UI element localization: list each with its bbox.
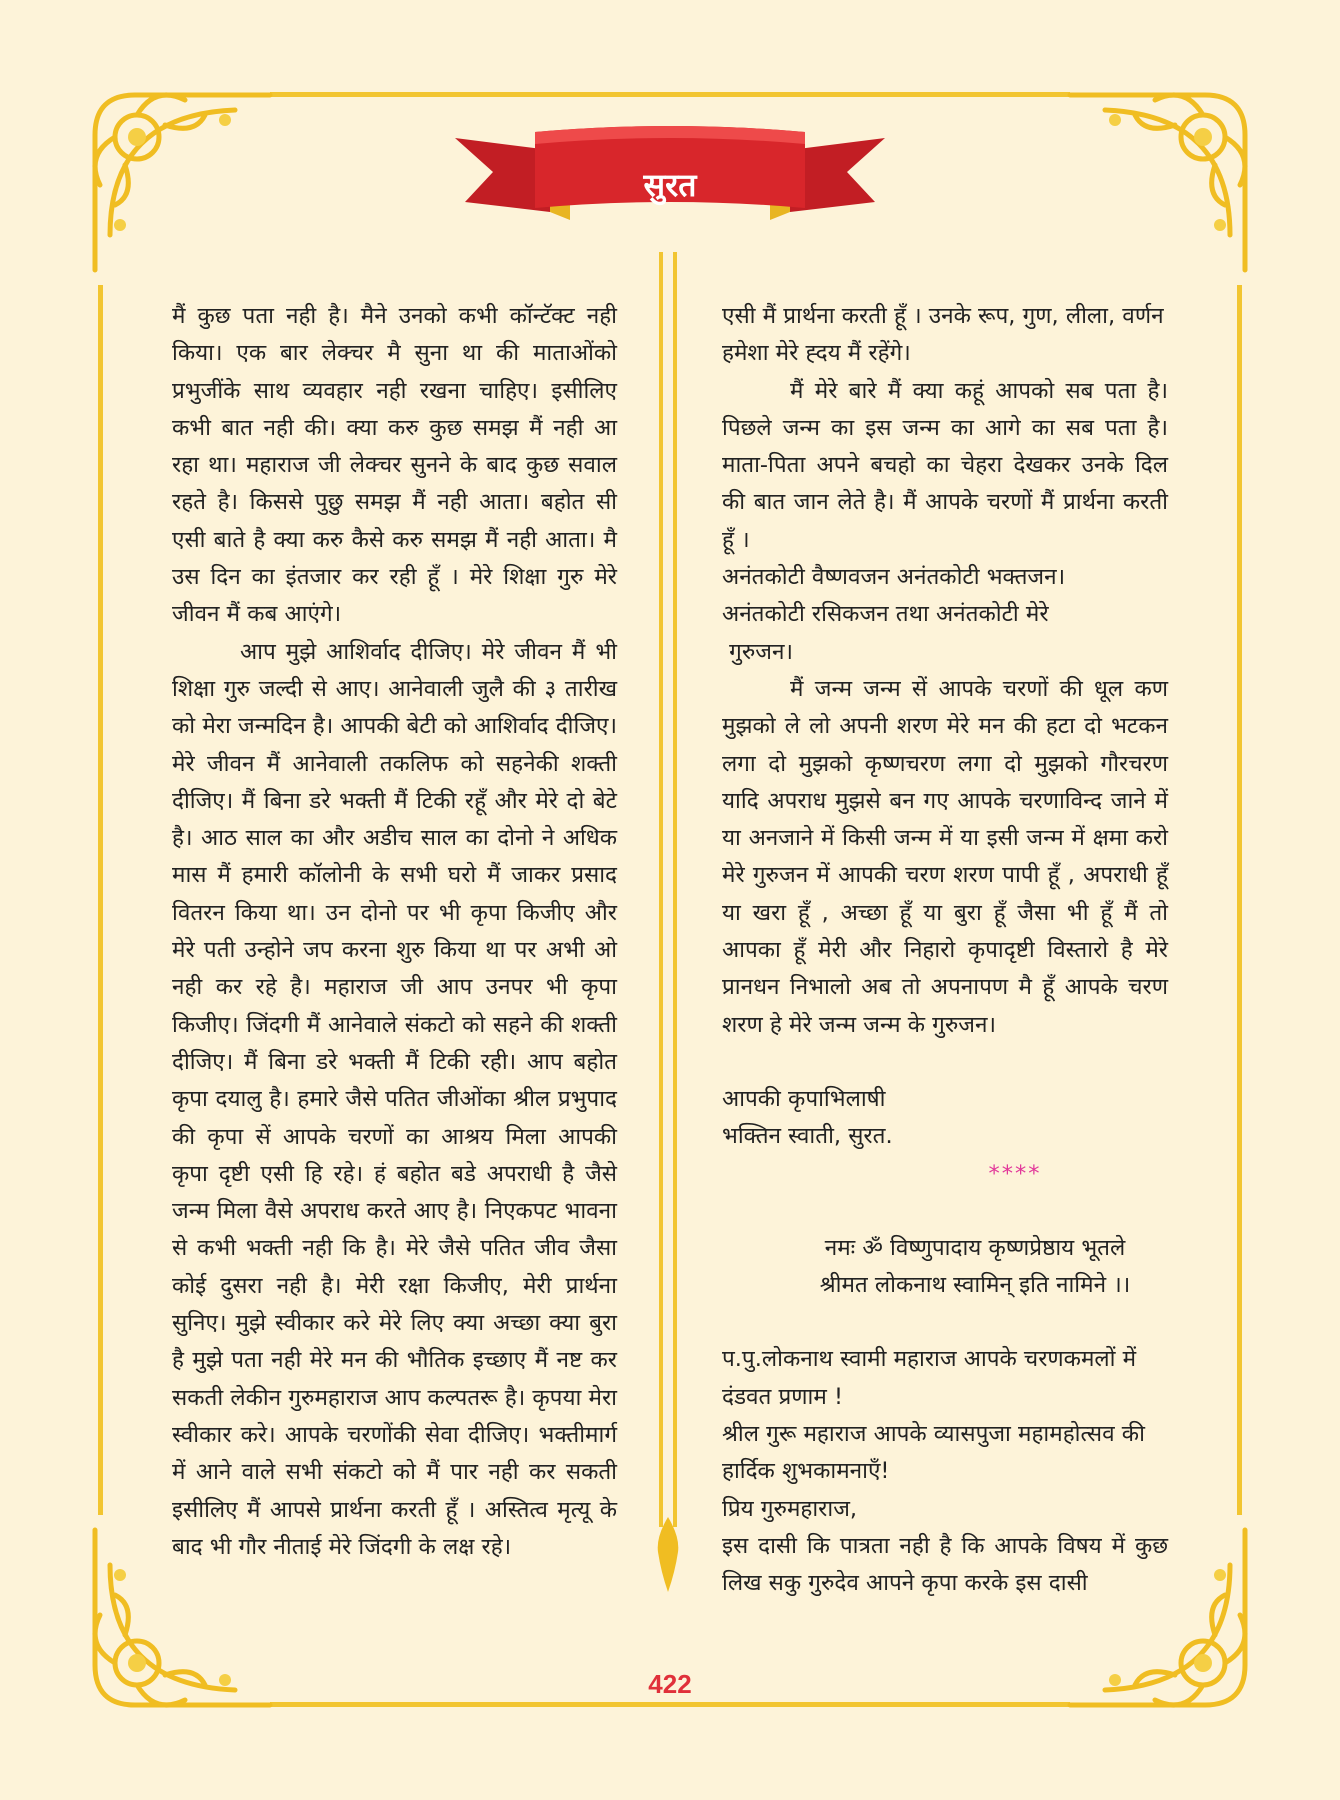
about-me-paragraph: मैं मेरे बारे मैं क्या कहूं आपको सब पता है। पिछले जन्म का इस जन्म का आगे का सब पता है। माता-पिता अपने बचहो का चेहरा देखकर उनके दिल की बात जान लेते है। मैं आपके चरणों मैं प्रार्थना करती हूँ । — [722, 377, 1168, 553]
mantra-line: श्रीमत लोकनाथ स्वामिन् इति नामिने ।। — [819, 1272, 1131, 1299]
signature-line: आपकी कृपाभिलाषी — [722, 1085, 886, 1112]
page-number: 422 — [648, 1669, 692, 1699]
corner-ornament-top-left — [75, 75, 275, 275]
spacer — [722, 1304, 1168, 1341]
left-text-column — [172, 298, 617, 1566]
left-paragraph: आप मुझे आशिर्वाद दीजिए। मेरे जीवन मैं भी शिक्षा गुरु जल्दी से आए। आनेवाली जुलै की ३ तारीख को मेरा जन्मदिन है। आपकी बेटी को आशिर्वाद दीजिए। मेरे जीवन मैं आनेवाली तकलिफ को सहनेकी शक्ती दीजिए। मैं बिना डरे भक्ती मैं टिकी रहूँ और मेरे दो बेटे है। आठ साल का और अडीच साल का दोनो ने अधिक मास मैं हमारी कॉलोनी के सभी घरो मैं जाकर प्रसाद वितरन किया था। उन दोनो पर भी कृपा किजीए और मेरे पती उन्होने जप करना शुरु किया था पर अभी ओ नही कर रहे है। महाराज जी आप उनपर भी कृपा किजीए। जिंदगी मैं आनेवाले संकटो को सहने की शक्ती दीजिए। मैं बिना डरे भक्ती मैं टिकी रही। आप बहोत कृपा दयालु है। हमारे जैसे पतित जीओंका श्रील प्रभुपाद की कृपा सें आपके चरणों का आश्रय मिला आपकी कृपा दृष्टी एसी हि रहे। हं बहोत बडे अपराधी है जैसे जन्म मिला वैसे अपराध करते आए है। निएकपट भावना से कभी भक्ती नही कि है। मेरे जैसे पतित जीव जैसा कोई दुसरा नही है। मेरी रक्षा किजीए, मेरी प्रार्थना सुनिए। मुझे स्वीकार करे मेरे लिए क्या अच्छा क्या बुरा है मुझे पता नही मेरे मन की भौतिक इच्छाए मैं नष्ट कर सकती लेकीन गुरुमहाराज आप कल्पतरू है। कृपया मेरा स्वीकार करे। आपके चरणोंकी सेवा दीजिए। भक्तीमार्ग में आने वाले सभी संकटो को मैं पार नही कर सकती इसीलिए मैं आपसे प्रार्थना करती हूँ । अस्तित्व मृत्यू के बाद भी गौर नीताई मेरे जिंदगी के लक्ष रहे। — [172, 638, 617, 1560]
verse-line: अनंतकोटी वैष्णवजन अनंतकोटी भक्तजन। — [722, 564, 1066, 591]
salutation-line: प्रिय गुरुमहाराज, — [722, 1495, 858, 1522]
separator-stars: **** — [988, 1160, 1042, 1187]
salutation-line: इस दासी कि पात्रता नही है कि आपके विषय में कुछ लिख सकु गुरुदेव आपने कृपा करके इस दासी — [722, 1532, 1168, 1597]
verse-line: अनंतकोटी रसिकजन तथा अनंतकोटी मेरे — [722, 601, 1049, 628]
frame-right-line — [1237, 285, 1242, 1515]
signature-line: भक्तिन स्वाती, सुरत. — [722, 1123, 893, 1150]
salutation-line: श्रील गुरू महाराज आपके व्यासपुजा महामहोत्सव की हार्दिक शुभकामनाएँ! — [722, 1421, 1145, 1485]
mantra-line: नमः ॐ विष्णुपादाय कृष्णप्रेष्ठाय भूतले — [824, 1234, 1126, 1261]
verse-line: गुरुजन। — [722, 638, 793, 665]
salutation-line: प.पु.लोकनाथ स्वामी महाराज आपके चरणकमलों में दंडवत प्रणाम ! — [722, 1346, 1137, 1410]
left-paragraph: मैं कुछ पता नही है। मैने उनको कभी कॉन्टॅक्ट नही किया। एक बार लेक्चर मै सुना था की माताओंको प्रभुजींके साथ व्यवहार नही रखना चाहिए। इसीलिए कभी बात नही की। क्या करु कुछ समझ मैं नही आ रहा था। महाराज जी लेक्चर सुनने के बाद कुछ सवाल रहते है। किससे पुछु समझ मैं नही आता। बहोत सी एसी बाते है क्या करु कैसे करु समझ मैं नही आता। मै उस दिन का इंतजार कर रही हूँ । मेरे शिक्षा गुरु मेरे जीवन मैं कब आएंगे। — [172, 303, 617, 628]
spacer — [722, 1044, 1168, 1081]
corner-ornament-top-right — [1065, 75, 1265, 275]
spacer — [722, 1193, 1168, 1230]
frame-top-line — [270, 92, 1070, 97]
frame-left-line — [98, 285, 103, 1515]
prayer-paragraph: मैं जन्म जन्म सें आपके चरणों की धूल कण मुझको ले लो अपनी शरण मेरे मन की हटा दो भटकन लगा दो मुझको कृष्णचरण लगा दो मुझको गौरचरण यादि अपराध मुझसे बन गए आपके चरणाविन्द जाने में या अनजाने में किसी जन्म में या इसी जन्म में क्षमा करो मेरे गुरुजन में आपकी चरण शरण पापी हूँ , अपराधी हूँ या खरा हूँ , अच्छा हूँ या बुरा हूँ जैसा भी हूँ मैं तो आपका हूँ मेरी और निहारो कृपादृष्टी विस्तारो है मेरे प्रानधन निभालो अब तो अपनापण मै हूँ आपके चरण शरण हे मेरे जन्म जन्म के गुरुजन। — [722, 675, 1168, 1038]
right-text-column — [722, 298, 1168, 1603]
center-divider — [653, 252, 683, 1592]
frame-bottom-line — [270, 1702, 1070, 1707]
intro-paragraph: एसी मैं प्रार्थना करती हूँ । उनके रूप, गुण, लीला, वर्णन हमेशा मेरे ह्दय मैं रहेंगे। — [722, 303, 1164, 367]
page-title: सुरत — [643, 166, 697, 204]
